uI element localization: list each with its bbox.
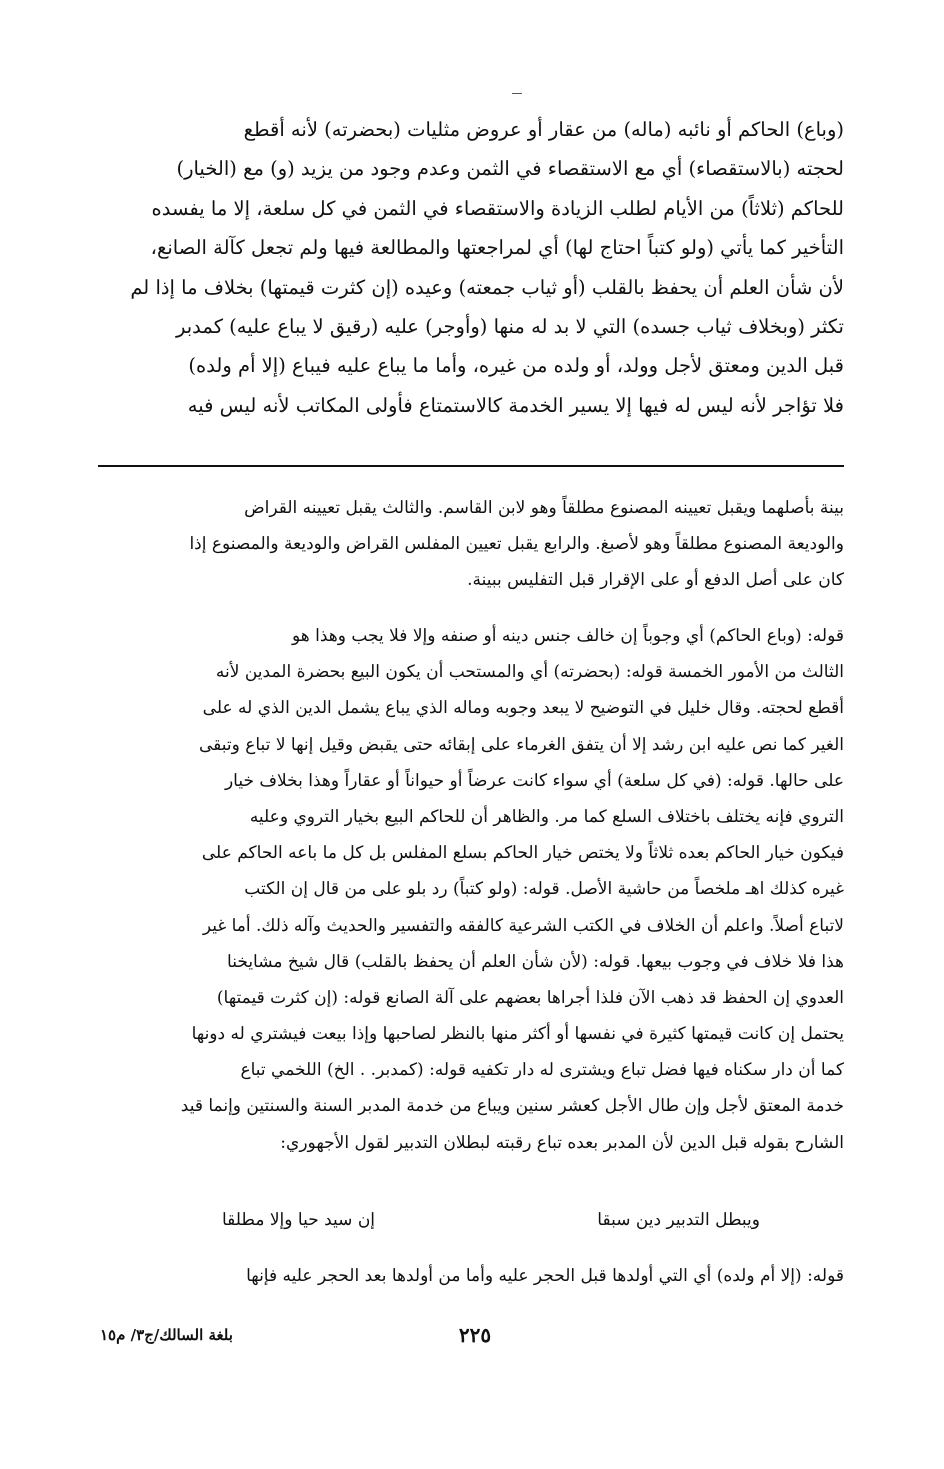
footnote-line: هذا فلا خلاف في وجوب بيعها. قوله: (لأن شأن العلم أن يحفظ بالقلب) قال شيخ مشايخنا — [227, 951, 844, 972]
main-line: التأخير كما يأتي (ولو كتباً احتاج لها) أي لمراجعتها والمطالعة فيها ولم تجعل كآلة الصانع، — [150, 236, 844, 260]
footnote-line: قوله: (وباع الحاكم) أي وجوباً إن خالف جنس دينه أو صنفه وإلا فلا يجب وهذا هو — [291, 626, 844, 646]
footnote-line: التروي فإنه يختلف باختلاف السلع كما مر. والظاهر أن للحاكم البيع بخيار التروي وعليه — [249, 806, 844, 827]
footnote-line: فيكون خيار الحاكم بعده ثلاثاً ولا يختص خيار الحاكم بسلع المفلس بل كل ما باعه الحاكم على — [201, 843, 844, 864]
main-line: للحاكم (ثلاثاً) من الأيام لطلب الزيادة والاستقصاء في الثمن في كل سلعة، إلا ما يفسده — [151, 196, 844, 220]
verse-first-hemistich: ويبطل التدبير دين سبقا — [597, 1210, 760, 1230]
header-dash — [512, 93, 522, 94]
footnote-block-1 — [98, 490, 844, 598]
footnote-line: خدمة المعتق لأجل وإن طال الأجل كعشر سنين ويباع من خدمة المدبر السنة والسنتين وإنما قيد — [180, 1096, 844, 1117]
footnote-line: لاتباع أصلاً. واعلم أن الخلاف في الكتب الشرعية كالفقه والتفسير والحديث وآله ذلك. أما غير — [202, 915, 844, 936]
footnote-line: قوله: (إلا أم ولده) أي التي أولدها قبل الحجر عليه وأما من أولدها بعد الحجر عليه فإنها — [246, 1266, 844, 1286]
footnote-line: يحتمل إن كانت قيمتها كثيرة في نفسها أو أكثر منها بالنظر لصاحبها وإذا بيعت فيشتري له دونها — [191, 1024, 844, 1045]
footnote-line: بينة بأصلهما ويقبل تعيينه المصنوع مطلقاً وهو لابن القاسم. والثالث يقبل تعيينه القراض — [244, 498, 844, 518]
footnote-line: كان على أصل الدفع أو على الإقرار قبل التفليس ببينة. — [467, 570, 844, 590]
footnote-separator — [98, 465, 844, 467]
main-line: فلا تؤاجر لأنه ليس له فيها إلا يسير الخدمة كالاستمتاع فأولى المكاتب لأنه ليس فيه — [187, 393, 844, 417]
footnote-block-2 — [98, 618, 844, 1161]
footnote-line: كما أن دار سكناه فيها فضل تباع ويشترى له دار تكفيه قوله: (كمدبر. . الخ) اللخمي تباع — [240, 1060, 844, 1081]
main-line: تكثر (وبخلاف ثياب جسده) التي لا بد له منها (وأوجر) عليه (رقيق لا يباع عليه) كمدبر — [176, 314, 844, 338]
main-line: (وباع) الحاكم أو نائبه (ماله) من عقار أو عروض مثليات (بحضرته) لأنه أقطع — [243, 118, 844, 141]
page-number: ٢٢٥ — [458, 1323, 492, 1347]
main-text — [98, 110, 844, 425]
printer-signature: بلغة السالك/ج٣/ م١٥ — [100, 1326, 233, 1344]
footnote-line: أقطع لحجته. وقال خليل في التوضيح لا يبعد وجوبه وماله الذي يباع يشمل الدين الذي له على — [202, 698, 844, 719]
verse-second-hemistich: إن سيد حيا وإلا مطلقا — [222, 1210, 376, 1230]
footnote-line: الشارح بقوله قبل الدين لأن المدبر بعده تباع رقبته لبطلان التدبير لقول الأجهوري: — [280, 1132, 844, 1153]
footnote-line: على حالها. قوله: (في كل سلعة) أي سواء كانت عرضاً أو حيواناً أو عقاراً وهذا بخلاف خيار — [224, 770, 844, 791]
footnote-block-3 — [98, 1258, 844, 1294]
footnote-line: العدوي إن الحفظ قد ذهب الآن فلذا أجراها بعضهم على آلة الصانع قوله: (إن كثرت قيمتها) — [216, 987, 844, 1008]
footnote-line: الغير كما نص عليه ابن رشد إلا أن يتفق الغرماء على إبقائه حتى يقبض وقيل إنها لا تباع وتبقى — [198, 734, 844, 755]
main-line: لأن شأن العلم أن يحفظ بالقلب (أو ثياب جمعته) وعيده (إن كثرت قيمتها) بخلاف ما إذا لم — [130, 275, 844, 299]
poetry-verse — [200, 1202, 760, 1238]
main-line: قبل الدين ومعتق لأجل وولد، أو ولده من غيره، وأما ما يباع عليه فيباع (إلا أم ولده) — [188, 354, 844, 378]
footnote-line: غيره كذلك اهـ ملخصاً من حاشية الأصل. قوله: (ولو كتباً) رد بلو على من قال إن الكتب — [244, 879, 844, 900]
footnote-line: والوديعة المصنوع مطلقاً وهو لأصبغ. والرابع يقبل تعيين المفلس القراض والوديعة والمصنوع إذا — [189, 534, 844, 554]
main-line: لحجته (بالاستقصاء) أي مع الاستقصاء في الثمن وعدم وجود من يزيد (و) مع (الخيار) — [176, 157, 844, 181]
footnote-line: الثالث من الأمور الخمسة قوله: (بحضرته) أي والمستحب أن يكون البيع بحضرة المدين لأنه — [215, 662, 844, 683]
